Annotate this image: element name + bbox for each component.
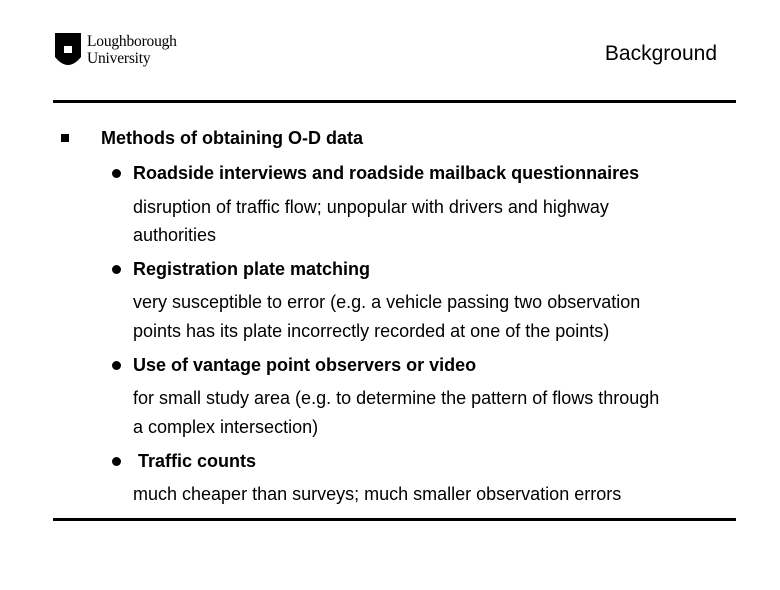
item-heading: Traffic counts (133, 451, 257, 471)
item-heading: Registration plate matching (133, 259, 371, 279)
item-detail-line: much cheaper than surveys; much smaller observation errors (133, 484, 622, 504)
round-bullet-icon (112, 265, 121, 274)
header-divider (53, 100, 736, 103)
slide-title: Background (604, 42, 717, 65)
item-heading: Use of vantage point observers or video (133, 355, 477, 375)
main-bullet-text: Methods of obtaining O-D data (101, 128, 363, 148)
logo-line-1: Loughborough (87, 33, 177, 50)
item-detail-line: very susceptible to error (e.g. a vehicle passing two observation (133, 292, 641, 312)
logo-line-2: University (87, 50, 151, 67)
round-bullet-icon (112, 457, 121, 466)
item-detail-line: points has its plate incorrectly recorded at one of the points) (133, 321, 610, 341)
item-detail-line: disruption of traffic flow; unpopular with drivers and highway (133, 197, 609, 217)
square-bullet-icon (61, 134, 69, 142)
item-heading: Roadside interviews and roadside mailback questionnaires (133, 163, 640, 183)
round-bullet-icon (112, 361, 121, 370)
university-crest-icon (55, 33, 81, 69)
footer-divider (53, 518, 736, 521)
university-logo (55, 33, 205, 73)
logo-wordmark (87, 33, 177, 67)
item-detail-line: authorities (133, 225, 217, 245)
round-bullet-icon (112, 169, 121, 178)
item-detail-line: for small study area (e.g. to determine the pattern of flows through (133, 388, 660, 408)
item-detail-line: a complex intersection) (133, 417, 319, 437)
